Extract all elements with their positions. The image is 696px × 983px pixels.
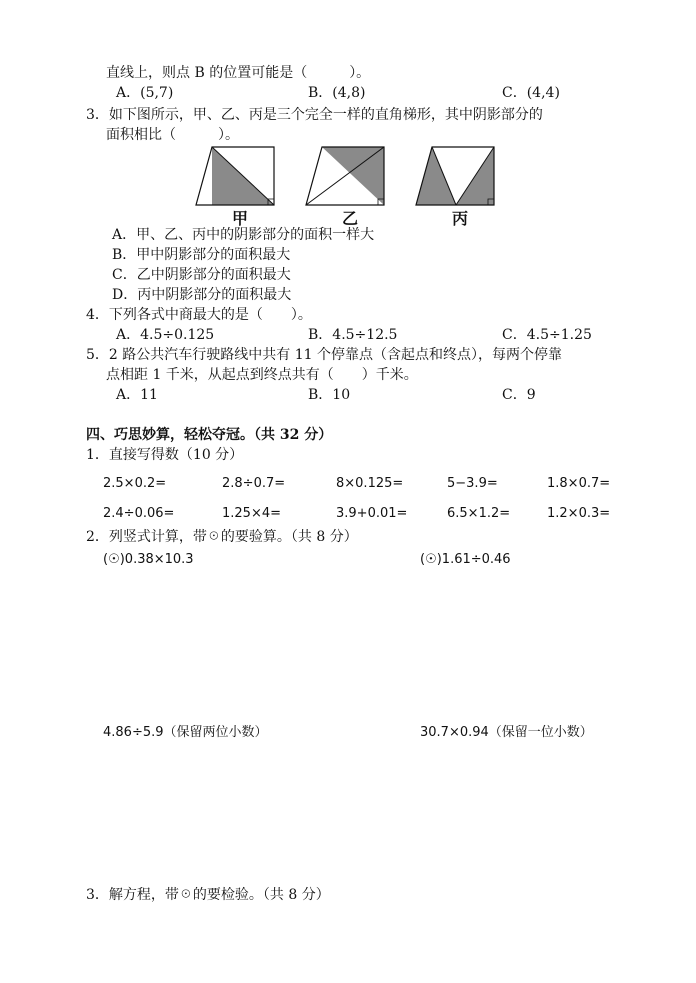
q2-option-c: C．(4,4) [502,85,560,101]
part1-title: 1．直接写得数（10 分） [86,447,244,463]
mental-math-1-5: 1.8×0.7= [547,476,611,491]
vertical-calc-d: 30.7×0.94（保留一位小数） [420,725,593,740]
part3-title: 3．解方程，带☉的要检验。（共 8 分） [86,887,330,903]
q2-option-b: B．(4,8) [308,85,366,101]
q3-option-c: C．乙中阴影部分的面积最大 [112,267,291,283]
mental-math-2-3: 3.9+0.01= [336,506,408,521]
q3-text-line1: 3．如下图所示，甲、乙、丙是三个完全一样的直角梯形，其中阴影部分的 [86,107,543,123]
mental-math-2-4: 6.5×1.2= [447,506,511,521]
q4-option-a: A．4.5÷0.125 [116,327,215,343]
q5-text-line2: 点相距 1 千米，从起点到终点共有（ ）千米。 [106,367,418,383]
part2-title: 2．列竖式计算，带☉的要验算。（共 8 分） [86,529,358,545]
vertical-calc-a: (☉)0.38×10.3 [103,552,194,567]
q5-option-c: C．9 [502,387,536,403]
q2-text-line2: 直线上，则点 B 的位置可能是（ ）。 [106,65,371,81]
q4-option-b: B．4.5÷12.5 [308,327,398,343]
yi-shaded-area [322,147,384,205]
q5-option-a: A．11 [116,387,158,403]
q2-option-a: A．(5,7) [116,85,174,101]
mental-math-1-4: 5−3.9= [447,476,498,491]
mental-math-1-3: 8×0.125= [336,476,404,491]
q3-option-b: B．甲中阴影部分的面积最大 [112,247,291,263]
mental-math-1-2: 2.8÷0.7= [222,476,286,491]
figure-label-bing: 丙 [452,209,469,228]
q4-option-c: C．4.5÷1.25 [502,327,592,343]
section4-title: 四、巧思妙算，轻松夺冠。（共 32 分） [86,427,333,443]
q5-text-line1: 5．2 路公共汽车行驶路线中共有 11 个停靠点（含起点和终点），每两个停靠 [86,347,562,363]
q3-option-d: D．丙中阴影部分的面积最大 [112,287,292,303]
figure-jia [196,147,274,205]
mental-math-2-1: 2.4÷0.06= [103,506,175,521]
q3-option-a: A．甲、乙、丙中的阴影部分的面积一样大 [112,227,375,243]
q5-option-b: B．10 [308,387,351,403]
figure-label-yi: 乙 [342,209,359,228]
q3-text-line2: 面积相比（ ）。 [106,127,239,143]
figure-label-jia: 甲 [232,209,249,228]
mental-math-1-1: 2.5×0.2= [103,476,167,491]
mental-math-2-5: 1.2×0.3= [547,506,611,521]
vertical-calc-b: (☉)1.61÷0.46 [420,552,511,567]
vertical-calc-c: 4.86÷5.9（保留两位小数） [103,725,268,740]
figure-bing [416,147,494,205]
trapezoid-figures [190,142,510,232]
figure-yi [306,147,384,205]
trapezoid-svg [190,142,510,212]
mental-math-2-2: 1.25×4= [222,506,282,521]
q4-text: 4．下列各式中商最大的是（ ）。 [86,307,312,323]
